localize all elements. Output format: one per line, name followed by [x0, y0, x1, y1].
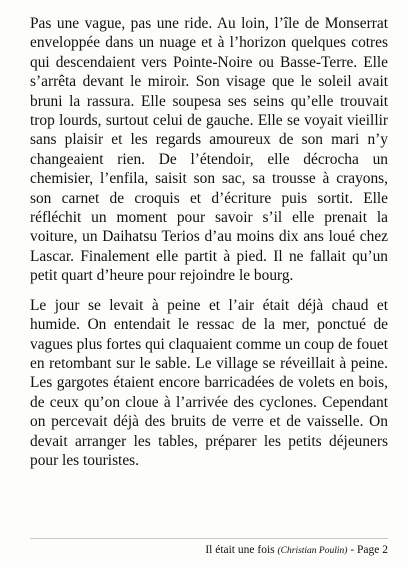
footer-author: (Christian Poulin): [277, 546, 348, 556]
page-footer: [205, 544, 388, 556]
body-text: [30, 14, 388, 470]
footer-divider: [30, 538, 388, 539]
paragraph-1: Pas une vague, pas une ride. Au loin, l’île de Monserrat enveloppée dans un nuage et à l’horizon quelques cotres qui descendaient vers Pointe-Noire ou Basse-Terre. Elle s’arrêta devant le miroir. Son visage que le soleil avait bruni la rassura. Elle soupesa ses seins qu’elle trouvait trop lourds, surtout celui de gauche. Elle se voyait vieillir sans plaisir et les regards amoureux de son mari n’y changeaient rien. De l’étendoir, elle décrocha un chemisier, l’enfila, saisit son sac, sa trousse à crayons, son carnet de croquis et d’écriture puis sortit. Elle réfléchit un moment pour savoir s’il elle prenait la voiture, un Daihatsu Terios d’au moins dix ans loué chez Lascar. Finalement elle partit à pied. Il ne fallait qu’un petit quart d’heure pour rejoindre le bourg.: [30, 15, 388, 285]
footer-page-number: - Page 2: [350, 544, 388, 556]
footer-title: Il était une fois: [205, 544, 275, 556]
paragraph-2: Le jour se levait à peine et l’air était déjà chaud et humide. On entendait le ressac de la mer, ponctué de vagues plus fortes qui claquaient comme un coup de fouet en retombant sur le sable. Le village se réveillait à peine. Les gargotes étaient encore barricadées de volets en bois, de ceux qu’on cloue à l’arrivée des cyclones. Cependant on percevait déjà des bruits de verre et de vaisselle. On devait arranger les tables, préparer les petits déjeuners pour les touristes.: [30, 296, 388, 469]
